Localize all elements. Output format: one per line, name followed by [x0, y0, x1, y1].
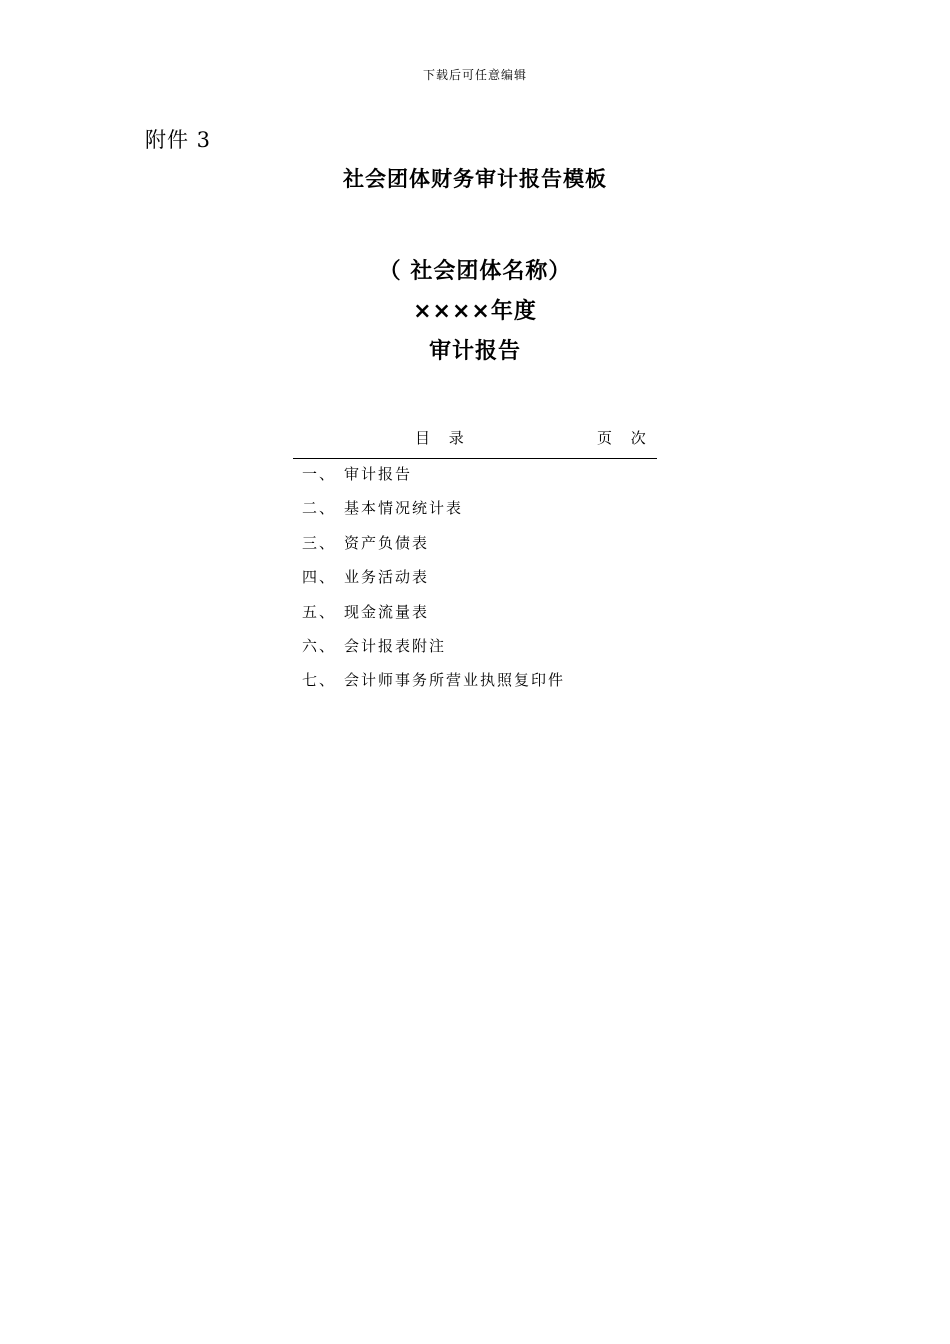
header-note: 下载后可任意编辑: [422, 68, 527, 82]
toc-item-text: 资产负债表: [344, 533, 430, 552]
toc-item-number: 二、: [302, 499, 337, 518]
toc-column-title: 目 录: [415, 429, 471, 447]
toc-item: [293, 599, 657, 633]
toc-item: [293, 633, 657, 667]
toc-item-number: 七、: [302, 671, 337, 690]
toc-item-text: 会计师事务所营业执照复印件: [344, 671, 566, 690]
toc-item-number: 一、: [302, 465, 337, 483]
toc-item-text: 现金流量表: [344, 602, 430, 621]
toc-item: [293, 530, 657, 564]
toc-item: [293, 564, 657, 598]
toc-list: [293, 461, 657, 702]
toc-item-number: 四、: [302, 568, 337, 587]
toc-item-text: 基本情况统计表: [344, 499, 464, 518]
cover-org-name: （ 社会团体名称）: [378, 259, 572, 284]
toc-item-text: 业务活动表: [344, 568, 430, 587]
toc-item-number: 三、: [302, 533, 337, 552]
toc-item: [293, 667, 657, 701]
attachment-label: 附件 3: [145, 128, 212, 152]
table-of-contents: [293, 426, 657, 702]
toc-item-number: 五、: [302, 602, 337, 621]
cover-report-title: 审计报告: [428, 339, 521, 364]
toc-item-text: 审计报告: [344, 465, 413, 483]
toc-header: [293, 426, 657, 459]
toc-item-text: 会计报表附注: [344, 636, 447, 655]
toc-item-number: 六、: [302, 636, 337, 655]
document-title: 社会团体财务审计报告模板: [343, 167, 607, 191]
toc-item: [293, 495, 657, 529]
toc-column-page: 页 次: [597, 429, 653, 447]
toc-item: [293, 461, 657, 495]
cover-year: ××××年度: [413, 299, 537, 324]
